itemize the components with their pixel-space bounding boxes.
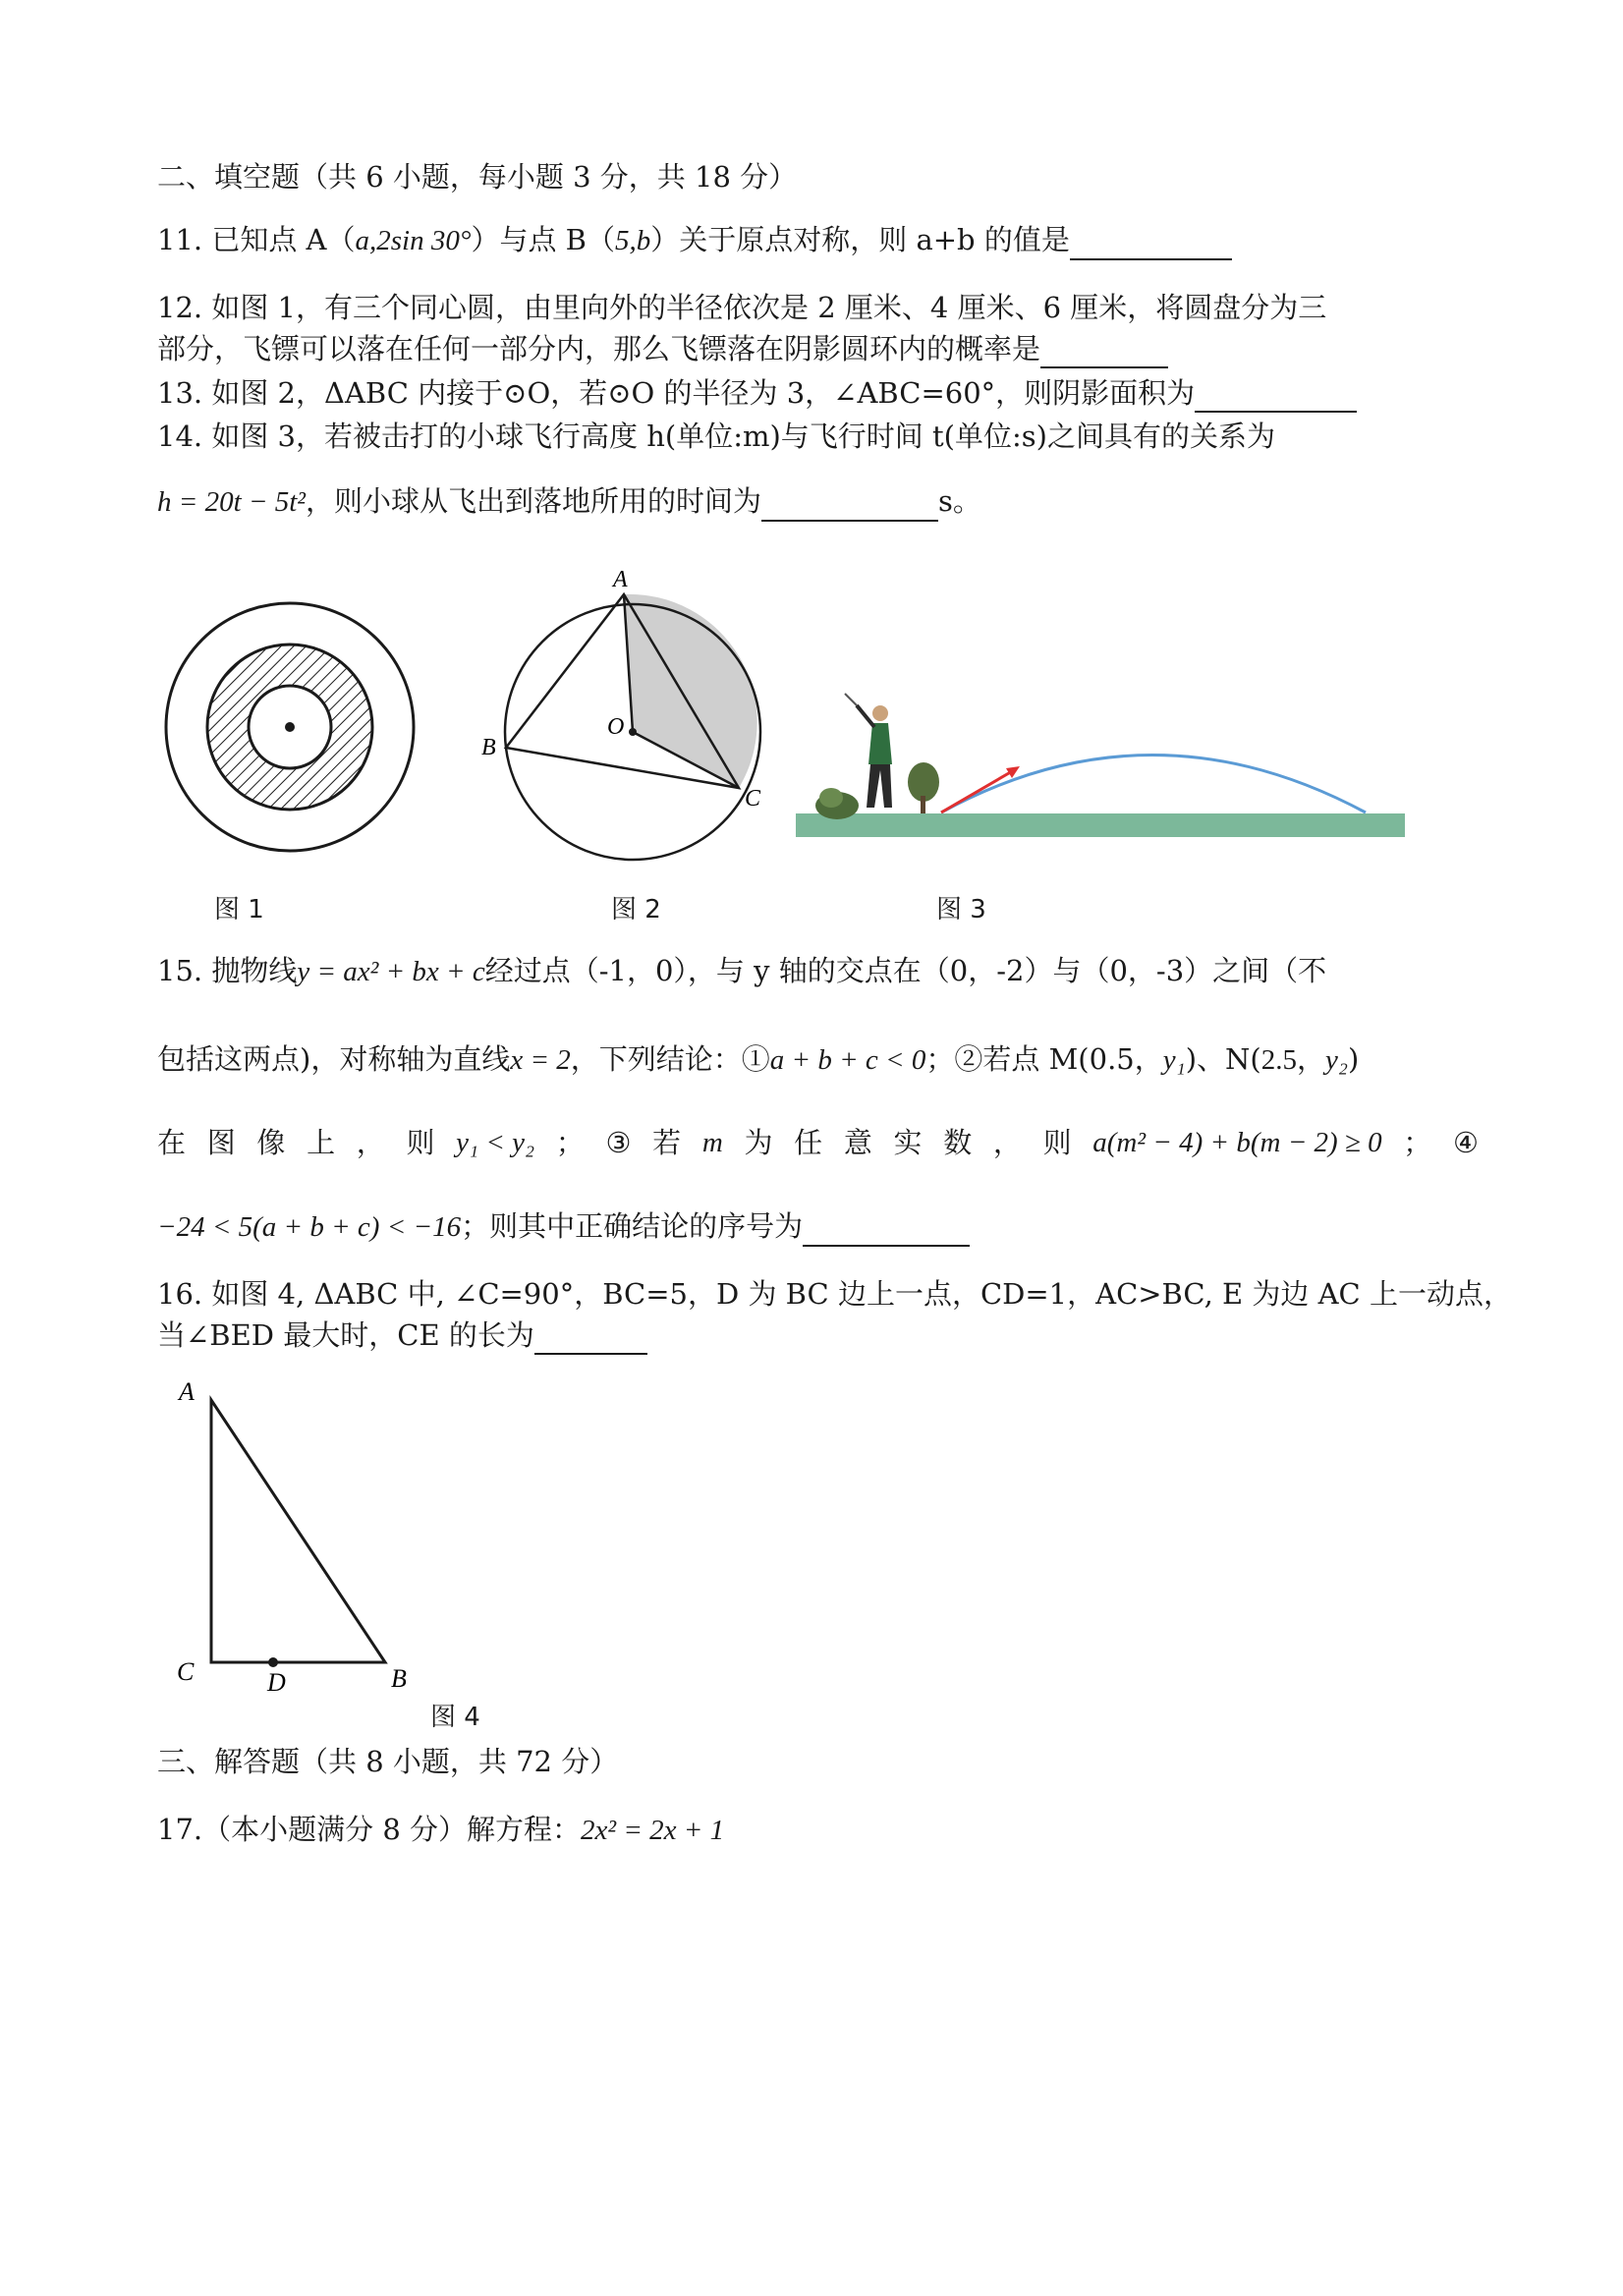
q15-text-b: 经过点（-1，0），与 y 轴的交点在（0，-2）与（0，-3）之间（不	[484, 954, 1327, 987]
answer-blank[interactable]	[1195, 379, 1357, 413]
figure-3-caption: 图 3	[936, 895, 986, 924]
q13-text: 13. 如图 2，ΔABC 内接于⊙O，若⊙O 的半径为 3，∠ABC=60°，则阴影面积为	[157, 376, 1196, 410]
q15-cond3: a(m² − 4) + b(m − 2) ≥ 0	[1092, 1127, 1382, 1158]
q15-parabola: y = ax² + bx + c	[297, 956, 485, 987]
point-d	[268, 1657, 278, 1667]
q15-w1: 在	[157, 1126, 187, 1159]
question-13	[157, 373, 1357, 413]
q15-x7: 则	[1042, 1126, 1072, 1159]
shaded-segment	[624, 594, 757, 788]
q15-e1: ；	[1403, 1126, 1432, 1159]
q15-cond2: y₁ < y₂	[456, 1127, 535, 1158]
figure-3	[796, 688, 1405, 845]
label-b: B	[481, 735, 496, 760]
q14-unit: s。	[937, 484, 981, 518]
q15-line2-d: )、N(	[1185, 1042, 1261, 1076]
q11-expr-a: a,2sin 30°	[355, 225, 472, 256]
q15-w2: 图	[206, 1126, 236, 1159]
q11-text-b: ）与点 B（	[471, 223, 615, 256]
q17-text: 17.（本小题满分 8 分）解方程：	[157, 1813, 582, 1846]
answer-blank[interactable]	[761, 488, 938, 522]
question-12-line1: 12. 如图 1，有三个同心圆，由里向外的半径依次是 2 厘米、4 厘米、6 厘米，将圆盘分为三	[157, 291, 1327, 324]
q15-m2: ③	[605, 1126, 632, 1159]
q17-equation: 2x² = 2x + 1	[581, 1815, 725, 1846]
section-title: 二、填空题（共 6 小题，每小题 3 分，共 18 分）	[157, 160, 798, 194]
q15-line2-e: )	[1347, 1042, 1360, 1076]
q11-number: 11.	[157, 223, 203, 256]
q15-n-x: 2.5，	[1260, 1044, 1325, 1076]
q15-cond4: −24 < 5(a + b + c) < −16	[157, 1211, 462, 1243]
q15-x3: 意	[843, 1126, 872, 1159]
figure-4	[167, 1371, 432, 1695]
q11-text-c: ）关于原点对称，则 a+b 的值是	[650, 223, 1070, 256]
q16-text: 当∠BED 最大时，CE 的长为	[157, 1318, 534, 1352]
question-15-line3	[157, 1123, 1479, 1162]
label-a: A	[179, 1377, 195, 1406]
q14-formula: h = 20t − 5t²	[157, 486, 306, 518]
grass	[796, 813, 1405, 837]
label-o: O	[607, 714, 625, 740]
q15-x1: 为	[744, 1126, 773, 1159]
q15-axis: x = 2	[510, 1044, 571, 1076]
q15-cond1: a + b + c < 0	[769, 1044, 926, 1076]
q15-e2: ④	[1452, 1126, 1479, 1159]
label-d: D	[267, 1668, 286, 1695]
q15-text-a: 15. 抛物线	[157, 954, 298, 987]
q15-x4: 实	[893, 1126, 923, 1159]
answer-blank[interactable]	[803, 1213, 970, 1247]
figure-4-caption: 图 4	[430, 1703, 480, 1732]
question-15-line2	[157, 1039, 1359, 1080]
q15-y2: y₂	[1325, 1044, 1348, 1076]
question-14-line2	[157, 481, 981, 522]
label-c: C	[177, 1657, 195, 1686]
q15-line2-c: ；②若点 M(0.5，	[925, 1042, 1163, 1076]
figure-2	[481, 565, 776, 869]
label-a: A	[613, 567, 628, 592]
center-dot	[285, 722, 295, 732]
question-15-line4	[157, 1206, 970, 1247]
question-16-line2	[157, 1316, 647, 1355]
figure-1-caption: 图 1	[214, 895, 264, 924]
question-16-line1: 16. 如图 4, ΔABC 中, ∠C=90°，BC=5，D 为 BC 边上一点，CD=1，AC>BC, E 为边 AC 上一动点，	[157, 1277, 1512, 1311]
answer-blank[interactable]	[1070, 227, 1232, 260]
q15-y1: y₁	[1162, 1044, 1186, 1076]
triangle-abc-right	[211, 1400, 385, 1662]
section-title: 三、解答题（共 8 小题，共 72 分）	[157, 1745, 619, 1778]
q15-x6: ，	[992, 1126, 1022, 1159]
q15-x5: 数	[943, 1126, 973, 1159]
center-o-dot	[629, 728, 637, 736]
q15-line4-text: ；则其中正确结论的序号为	[461, 1209, 804, 1243]
label-c: C	[745, 786, 761, 812]
q15-w3: 像	[256, 1126, 286, 1159]
q12-text: 部分，飞镖可以落在任何一部分内，那么飞镖落在阴影圆环内的概率是	[157, 332, 1041, 365]
q15-m3: 若	[652, 1126, 682, 1159]
question-12-line2	[157, 329, 1168, 368]
q15-m1: ；	[555, 1126, 585, 1159]
question-17	[157, 1810, 724, 1850]
question-11	[157, 220, 1232, 260]
q15-m-var: m	[701, 1127, 723, 1158]
question-14-line1: 14. 如图 3，若被击打的小球飞行高度 h(单位:m)与飞行时间 t(单位:s)之间具有的关系为	[157, 420, 1275, 453]
question-15-line1	[157, 951, 1326, 991]
figure-1	[157, 594, 422, 860]
answer-blank[interactable]	[1040, 335, 1168, 368]
q11-expr-b: 5,b	[615, 225, 651, 256]
q15-w6: 则	[406, 1126, 435, 1159]
figure-2-caption: 图 2	[611, 895, 661, 924]
q14-text: ，则小球从飞出到落地所用的时间为	[305, 484, 761, 518]
q11-text-a: 已知点 A（	[211, 223, 356, 256]
q15-w5: ，	[356, 1126, 385, 1159]
answer-blank[interactable]	[534, 1321, 647, 1355]
q15-x2: 任	[794, 1126, 823, 1159]
q15-line2-a: 包括这两点)，对称轴为直线	[157, 1042, 511, 1076]
q15-line2-b: ，下列结论：①	[570, 1042, 770, 1076]
q15-w4: 上	[307, 1126, 336, 1159]
label-b: B	[391, 1664, 407, 1693]
